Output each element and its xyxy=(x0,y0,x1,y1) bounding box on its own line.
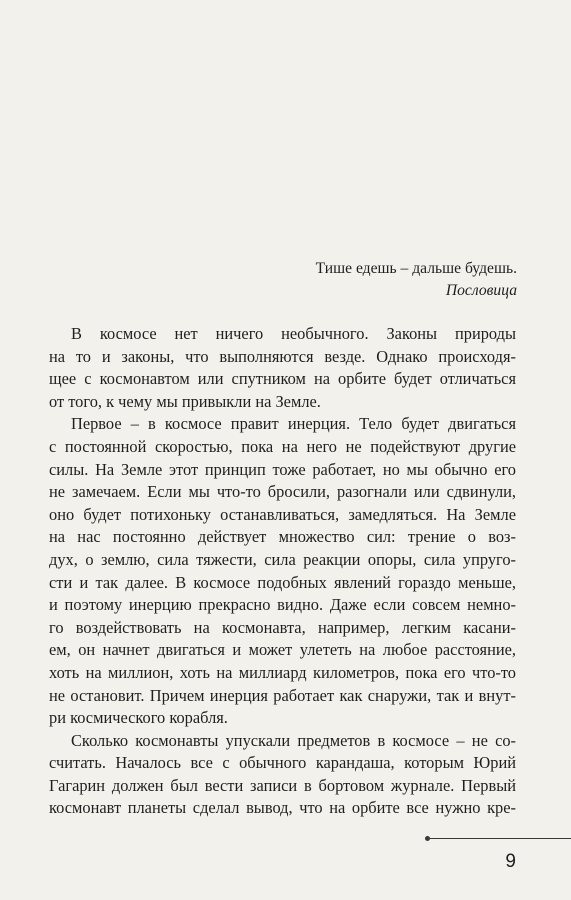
epigraph-source: Пословица xyxy=(445,282,517,299)
text-line: не замечаем. Если мы что-то бросили, разогнали или сдвинули, xyxy=(49,482,516,502)
body-text xyxy=(49,323,516,820)
text-line: В космосе нет ничего необычного. Законы природы xyxy=(71,324,516,343)
text-line: Сколько космонавты упускали предметов в космосе – не со- xyxy=(71,730,516,750)
text-line: го воздействовать на космонавта, например, легким касани- xyxy=(49,617,516,637)
paragraph xyxy=(49,413,516,729)
footer-rule xyxy=(428,838,571,839)
text-line: дух, о землю, сила тяжести, сила реакции опоры, сила упруго- xyxy=(49,549,516,569)
epigraph-quote: Тише едешь – дальше будешь. xyxy=(315,260,517,277)
text-line: на нас постоянно действует множество сил: трение о воз- xyxy=(49,527,516,547)
text-line: ем, он начнет двигаться и может улететь на любое расстояние, xyxy=(49,640,516,660)
text-line: с постоянной скоростью, пока на него не подействуют другие xyxy=(49,436,516,456)
text-line: силы. На Земле этот принцип тоже работает, но мы обычно его xyxy=(49,459,516,479)
epigraph xyxy=(316,258,517,302)
text-line: Гагарин должен был вести записи в бортовом журнале. Первый xyxy=(49,775,516,795)
text-line: от того, к чему мы привыкли на Земле. xyxy=(49,391,321,411)
paragraph xyxy=(49,323,516,413)
text-line: Первое – в космосе правит инерция. Тело будет двигаться xyxy=(71,414,516,434)
text-line: ри космического корабля. xyxy=(49,708,228,728)
text-line: сти и так далее. В космосе подобных явлений гораздо меньше, xyxy=(49,572,516,592)
text-line: оно будет потихоньку останавливаться, замедляться. На Земле xyxy=(49,504,516,524)
text-line: щее с космонавтом или спутником на орбите будет отличаться xyxy=(49,369,516,389)
paragraph xyxy=(49,730,516,820)
text-line: и поэтому инерцию прекрасно видно. Даже если совсем немно- xyxy=(49,595,516,615)
text-line: не остановит. Причем инерция работает как снаружи, так и внут- xyxy=(49,685,516,705)
text-line: хоть на миллион, хоть на миллиард километров, пока его что-то xyxy=(49,662,516,682)
text-line: космонавт планеты сделал вывод, что на орбите все нужно кре- xyxy=(49,798,516,818)
page-number: 9 xyxy=(505,851,516,872)
footer-rule-dot xyxy=(425,836,430,841)
text-line: на то и законы, что выполняются везде. Однако происходя- xyxy=(49,346,516,366)
text-line: считать. Началось все с обычного карандаша, которым Юрий xyxy=(49,753,516,773)
